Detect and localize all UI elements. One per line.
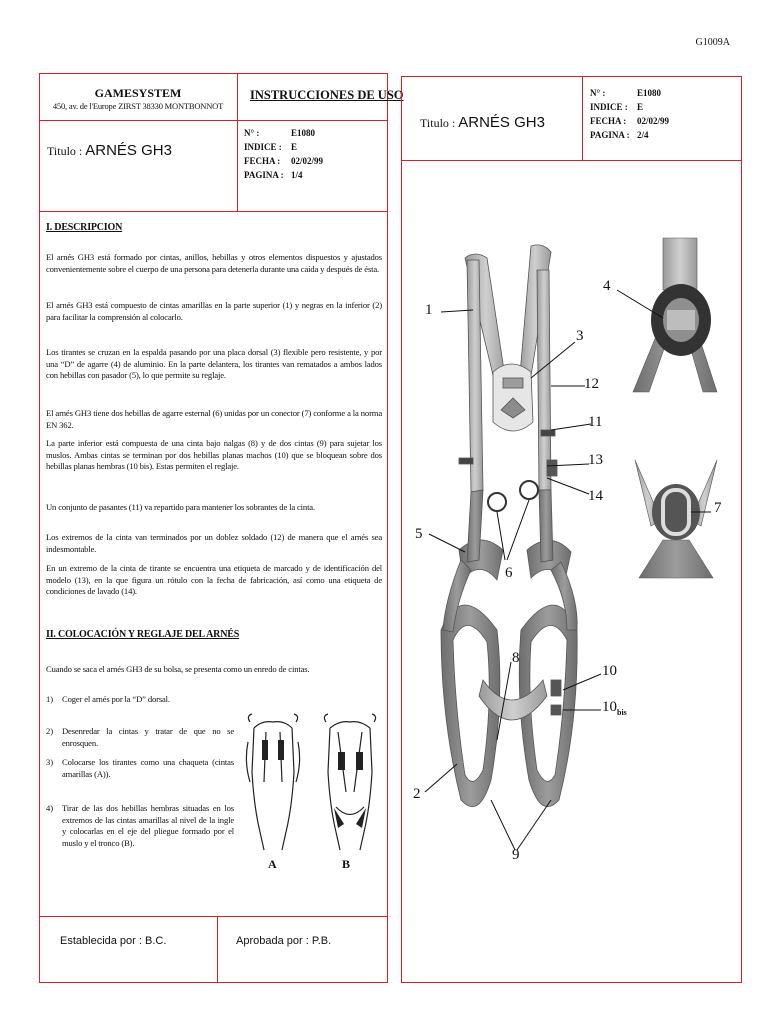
- document-reference: G1009A: [695, 37, 730, 48]
- meta-key: FECHA :: [244, 156, 281, 166]
- title-label: Titulo :: [420, 116, 456, 130]
- callout-11: 11: [588, 414, 603, 430]
- paragraph: La parte inferior está compuesta de una cinta bajo nalgas (8) y de dos cintas (9) para sujetar los muslos. Ambas cintas se terminan por dos hebillas planas machos (10) que se bloquean sobre dos hebillas planas hembras (10 bis). Estas permiten el reglaje.: [46, 438, 382, 472]
- figure-b-caption: B: [342, 857, 351, 871]
- callout-3: 3: [576, 328, 584, 344]
- paragraph: Los tirantes se cruzan en la espalda pasando por una placa dorsal (3) flexible pero resistente, y por una “D” de agarre (4) de aluminio. En la parte delantera, los tirantes van rematados a ambos lados con hebillas con pasador (5), lo que permite su reglaje.: [46, 347, 382, 381]
- paragraph: El arnés GH3 tiene dos hebillas de agarre esternal (6) unidas por un conector (7) conforme a la norma EN 362.: [46, 408, 382, 430]
- company-address: 450, av. de l'Europe ZIRST 38330 MONTBONNOT: [52, 101, 224, 111]
- meta-value: E1080: [291, 128, 316, 138]
- right-document-meta: [590, 86, 669, 142]
- established-by: Establecida por : B.C.: [60, 935, 167, 947]
- meta-key: PAGINA :: [590, 130, 630, 140]
- callout-10-bis-number: 10: [602, 699, 617, 715]
- step-text: Tirar de las dos hebillas hembras situadas en los extremos de las cintas amarillas al nivel de la ingle y colocarlas en el eje del pliegue formado por el muslo y el tronco (B).: [62, 803, 234, 848]
- step-number: 3): [46, 757, 54, 767]
- callout-8: 8: [512, 650, 520, 666]
- figure-a-caption: A: [268, 857, 277, 871]
- step-text: Colocarse los tirantes como una chaqueta (cintas amarillas (A)).: [62, 757, 234, 779]
- meta-key: INDICE :: [590, 102, 628, 112]
- callout-2: 2: [413, 786, 421, 802]
- right-page-title: [420, 114, 545, 131]
- connector-detail: [633, 456, 719, 580]
- paragraph: Los extremos de la cinta van terminados por un doblez soldado (12) de manera que el arnés sea indesmontable.: [46, 532, 382, 554]
- meta-value: 1/4: [291, 170, 303, 180]
- instructions-heading: INSTRUCCIONES DE USO: [250, 88, 404, 102]
- section-2-heading: II. COLOCACIÓN Y REGLAJE DEL ARNÉS: [46, 629, 240, 640]
- callout-1: 1: [425, 302, 433, 318]
- title-value: ARNÉS GH3: [85, 142, 172, 159]
- title-value: ARNÉS GH3: [458, 114, 545, 131]
- document-meta: [244, 126, 323, 182]
- callout-4: 4: [603, 278, 611, 294]
- paragraph: El arnés GH3 está compuesto de cintas amarillas en la parte superior (1) y negras en la inferior (2) para facilitar la comprensión al colocarlo.: [46, 300, 382, 322]
- meta-value: 2/4: [637, 130, 649, 140]
- figure-b-illustration: [316, 712, 384, 852]
- meta-value: 02/02/99: [291, 156, 324, 166]
- paragraph: El arnés GH3 está formado por cintas, anillos, hebillas y otros elementos dispuestos y ajustados convenientemente sobre el cuerpo de una persona para detenerla durante una caída y después de ésta.: [46, 252, 382, 274]
- step-text: Desenredar la cintas y tratar de que no se enrosquen.: [62, 726, 234, 748]
- callout-13: 13: [588, 452, 603, 468]
- step-number: 1): [46, 694, 54, 704]
- figure-a-illustration: [240, 712, 306, 852]
- title-label: Titulo :: [47, 144, 83, 158]
- section-1-heading: I. DESCRIPCION: [46, 222, 123, 233]
- meta-key: PAGINA :: [244, 170, 284, 180]
- callout-5: 5: [415, 526, 423, 542]
- intro-paragraph: Cuando se saca el arnés GH3 de su bolsa, se presenta como un enredo de cintas.: [46, 664, 310, 674]
- step-number: 2): [46, 726, 54, 736]
- paragraph: Un conjunto de pasantes (11) va repartido para mantener los sobrantes de la cinta.: [46, 502, 315, 512]
- meta-key: FECHA :: [590, 116, 627, 126]
- callout-9: 9: [512, 847, 520, 863]
- callout-14: 14: [588, 488, 603, 504]
- callout-12: 12: [584, 376, 599, 392]
- callout-7: 7: [714, 500, 722, 516]
- callout-10: 10: [602, 663, 617, 679]
- meta-key: INDICE :: [244, 142, 282, 152]
- meta-value: E1080: [637, 88, 662, 98]
- d-ring-detail: [631, 238, 717, 394]
- meta-key: N° :: [244, 128, 260, 138]
- meta-key: N° :: [590, 88, 606, 98]
- meta-value: 02/02/99: [637, 116, 670, 126]
- page-title: [47, 142, 172, 159]
- meta-value: E: [637, 102, 644, 112]
- step-number: 4): [46, 803, 54, 813]
- callout-bis-suffix: bis: [617, 708, 627, 717]
- meta-value: E: [291, 142, 298, 152]
- callout-10-bis: [602, 699, 627, 717]
- paragraph: En un extremo de la cinta de tirante se encuentra una etiqueta de marcado y de identificación del modelo (13), en la que figura un rótulo con la fecha de fabricación, así como una etiqueta de condiciones de lavado (14).: [46, 563, 382, 597]
- harness-illustration: [401, 160, 742, 880]
- callout-6: 6: [505, 565, 513, 581]
- approved-by: Aprobada por : P.B.: [236, 935, 332, 947]
- step-text: Coger el arnés por la “D” dorsal.: [62, 694, 170, 704]
- company-name: GAMESYSTEM: [94, 86, 182, 100]
